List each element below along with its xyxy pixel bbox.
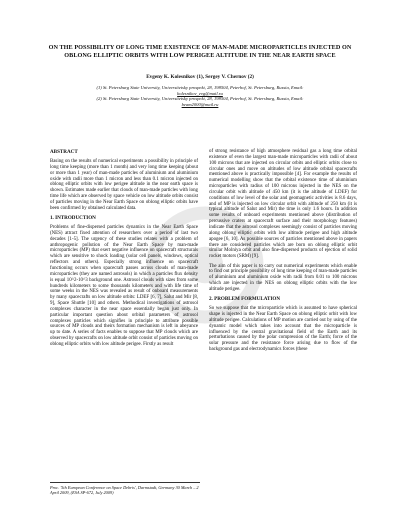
left-column xyxy=(50,149,198,351)
email-1[interactable]: kolesnikov_evg@mail.ru xyxy=(177,90,223,96)
email-2[interactable]: beam2000@mail.ru xyxy=(181,101,219,107)
affiliation-2: (2) St. Petersburg State University, Universitetsky prospekt, 28, 198504, Peterhof, St. Petersburg, Russia, Email: xyxy=(96,96,304,101)
footer-proceedings: Proc. '5th European Conference on Space Debris', Darmstadt, Germany 30 March – 2 April 2009, (ESA SP-672, July 2009) xyxy=(50,482,200,495)
paper-title: ON THE POSSIBILITY OF LONG TIME EXISTENCE OF MAN-MADE MICROPARTICLES INJECTED ON OBLONG ELLIPTIC ORBITS WITH LOW PERIGEE ALTITUDE IN THE NEAR EARTH SPACE xyxy=(48,44,352,59)
right-column xyxy=(209,149,357,357)
paper-authors: Evgeny K. Kolesnikov (1), Sergey V. Chernov (2) xyxy=(146,74,254,80)
introduction-text: Problems of fine-dispersed particles dynamics in the Near Earth Space (NES) attract fixed attention of researchers over a period of last two decades [1-5]. The urgency of these studies relates with a problem of anthropogenic pollution of the Near Earth Space by man-made microparticles (MP) that exert negative influence on spacecraft structurals which are sensitive to shock loading (solar cell panels, windows, optical reflectors and others). Especially strong influence on spacecraft functioning occurs when spacecraft passes across clouds of man-made microparticles (they are named astrosols) in which a particles flux density is equal 10^2-10^3 background one. Astrosol clouds with sizes from some hundreds kilometers to some thousands kilometers and with life time of some weeks in the NES was revealed as result of onboard measurements by many spacecrafts on low altitude orbits: LDEF [6, 7], Salut and Mir [8, 9], Space Shuttle [10] and others. Methodical investigations of astrosol complexes character in the near space essentially began just only. In particular important question about orbital parameters of astrosol complexes particles which signifies in principle to attribute possible sources of MP clouds and theirs formation mechanism is left in abeyance up to date. A series of facts enables to suppose that MP clouds which are observed by spacecrafts on low altitude orbit consist of particles moving on oblong elliptic orbits with low altitude perigee. Firstly as result xyxy=(50,225,198,347)
abstract-text: Basing on the results of numerical experiments a possibility in principle of long time keeping (more than 1 month) and very long time keeping (about or more than 1 year) of man-made particles of aluminium and aluminium oxide with radii more than 1 micron and less than 0.1 micron injected on oblong elliptic orbits with low perigee altitude in the near earth space is shown. Estimates made earlier that clouds of man-made particles with long time life which are observed by space vehicle on low altitude orbits consist of particles moving in the Near Earth Space on oblong elliptic orbits have been confirmed by obtained calculated data. xyxy=(50,159,198,211)
introduction-heading: 1. INTRODUCTION xyxy=(50,215,96,222)
right-text-2: The aim of this paper is to carry out numerical experiments which enable to find out principle possibility of long time keeping of man-made particles of aluminium and aluminium oxide with radii from 0.01 to 100 microns which are injected in the NES on oblong elliptic orbits with the low altitude perigee. xyxy=(209,263,357,292)
right-text-3: So we suppose that the microparticle which is assumed to have spherical shape is injected in the Near Earth Space on oblong elliptic orbit with low altitude perigee. Calculations of MP motion are carried out by using of the dynamic model which takes into account that the microparticle is influenced by the central gravitational field of the Earth and its perturbations caused by the polar compression of the Earth; force of the solar pressure and the resistance force arising due to flow of the background gas and electrodynamics forces (these xyxy=(209,306,357,353)
abstract-heading: ABSTRACT xyxy=(50,149,78,155)
affiliation-1: (1) St. Petersburg State University, Universitetsky prospekt, 28, 198504, Peterhof, St. Petersburg, Russia, Email: xyxy=(96,85,304,90)
affiliations xyxy=(40,85,360,107)
problem-formulation-heading: 2. PROBLEM FORMULATION xyxy=(209,296,281,303)
right-text-1: of strong resistance of high atmosphere residual gas a long time orbital existence of even the largest man-made microparticles with radii of about 100 microns that are injected on circular orbits and elliptic orbits close to circular ones and move on altitudes of low altitude orbital spacecrafts mentioned above is practically impossible [4]. For example the results of numerical modelling show that the orbital existence time of aluminium microparticles with radius of 100 microns injected in the NES on the circular orbit with altitude of 450 km (it is the altitude of LDEF) for conditions of low level of the solar and geomagnetic activities is 8.6 days, and of MP is injected on low circular orbit with altitude of 250 km (it is typical altitude of Salut and Mir) the time is only 1.6 hours. In addition some results of onboard experiments mentioned above (distribution of percussive craters at spacecraft surface and their morphology features) indicate that the astrosol complexes seemingly consist of particles moving along oblong elliptic orbits with low altitude perigee and high altitude apogee [6, 10]. As possible sources of particles mentioned above in papers there are considered particles which are born on oblong elliptic orbit similar Molniya orbit and also fine-dispersed products of ejection of solid rocket motors (SRM) [9]. xyxy=(209,149,357,260)
